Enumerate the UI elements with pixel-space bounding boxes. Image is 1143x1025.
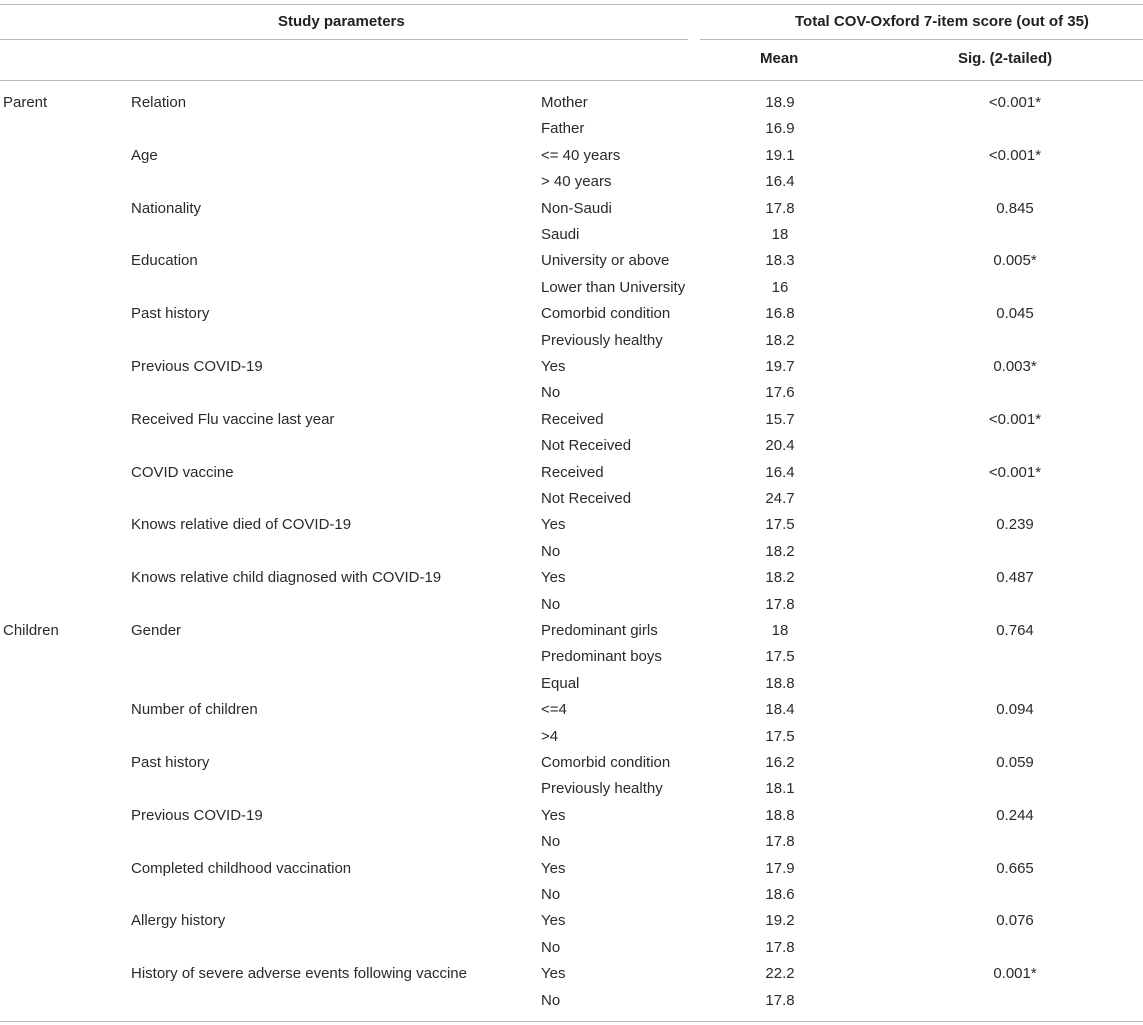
group-cell: Parent bbox=[3, 94, 48, 111]
table-row bbox=[0, 697, 1143, 723]
parameter-cell: Received Flu vaccine last year bbox=[131, 410, 335, 428]
level-cell: Yes bbox=[541, 965, 566, 983]
table-row bbox=[0, 222, 1143, 248]
level-cell: Father bbox=[541, 120, 585, 138]
table-row bbox=[0, 275, 1143, 301]
level-cell: Yes bbox=[541, 806, 566, 824]
level-cell: Equal bbox=[541, 674, 580, 692]
mean-cell: 18.8 bbox=[765, 806, 795, 824]
parameter-cell: Relation bbox=[131, 94, 187, 111]
mean-cell: 16.9 bbox=[765, 120, 795, 138]
level-cell: No bbox=[541, 542, 561, 560]
parameter-cell: Completed childhood vaccination bbox=[131, 859, 352, 877]
mean-cell: 18.6 bbox=[765, 886, 795, 903]
table-row bbox=[0, 407, 1143, 433]
parameter-cell: Previous COVID-19 bbox=[131, 358, 263, 375]
mean-cell: 17.5 bbox=[765, 727, 795, 745]
sig-cell: <0.001* bbox=[988, 410, 1042, 428]
table-row bbox=[0, 856, 1143, 882]
level-cell: > 40 years bbox=[541, 173, 612, 191]
table-row bbox=[0, 143, 1143, 169]
table-row bbox=[0, 724, 1143, 750]
level-cell: Mother bbox=[541, 94, 588, 111]
mean-cell: 16.4 bbox=[765, 463, 795, 481]
sig-cell: 0.764 bbox=[996, 622, 1034, 639]
mean-cell: 19.1 bbox=[765, 146, 795, 164]
level-cell: Comorbid condition bbox=[541, 754, 671, 771]
sig-cell: 0.094 bbox=[996, 701, 1034, 719]
level-cell: No bbox=[541, 938, 561, 956]
level-cell: Yes bbox=[541, 516, 566, 534]
mean-cell: 18.2 bbox=[765, 331, 795, 349]
table-row bbox=[0, 776, 1143, 802]
sig-cell: <0.001* bbox=[988, 146, 1042, 164]
mean-cell: 17.9 bbox=[765, 859, 795, 877]
table-row bbox=[0, 248, 1143, 274]
mean-cell: 16.8 bbox=[765, 305, 795, 323]
table-row bbox=[0, 750, 1143, 776]
parameter-cell: Allergy history bbox=[131, 912, 226, 930]
level-cell: <= 40 years bbox=[541, 146, 621, 164]
mean-cell: 18.2 bbox=[765, 569, 795, 587]
mean-cell: 20.4 bbox=[765, 437, 795, 455]
table-row bbox=[0, 592, 1143, 618]
header-bottom-rule bbox=[0, 80, 1143, 81]
level-cell: Non-Saudi bbox=[541, 199, 612, 217]
level-cell: No bbox=[541, 595, 561, 613]
sig-cell: 0.003* bbox=[993, 358, 1037, 375]
sig-cell: 0.244 bbox=[996, 806, 1034, 824]
level-cell: Predominant boys bbox=[541, 648, 662, 666]
mean-cell: 16.4 bbox=[765, 173, 795, 191]
level-cell: Not Received bbox=[541, 437, 632, 455]
parameter-cell: Gender bbox=[131, 622, 182, 639]
group-cell: Children bbox=[3, 622, 59, 639]
mean-cell: 18 bbox=[771, 622, 789, 639]
level-cell: Yes bbox=[541, 569, 566, 587]
sig-cell: 0.059 bbox=[996, 754, 1034, 771]
mean-cell: 17.8 bbox=[765, 833, 795, 851]
mean-cell: 24.7 bbox=[765, 490, 795, 507]
mean-cell: 17.5 bbox=[765, 516, 795, 534]
mean-cell: 18.1 bbox=[765, 780, 795, 798]
mean-cell: 18.4 bbox=[765, 701, 795, 719]
table-row bbox=[0, 908, 1143, 934]
parameter-cell: History of severe adverse events following vaccine bbox=[131, 965, 467, 983]
level-cell: Yes bbox=[541, 912, 566, 930]
mean-cell: 16 bbox=[771, 278, 789, 296]
header-mid-rule-right bbox=[700, 39, 1143, 40]
mean-cell: 22.2 bbox=[765, 965, 795, 983]
parameter-cell: Past history bbox=[131, 305, 210, 323]
table-row bbox=[0, 803, 1143, 829]
level-cell: No bbox=[541, 833, 561, 851]
parameter-cell: Number of children bbox=[131, 701, 258, 719]
table-row bbox=[0, 988, 1143, 1014]
table-row bbox=[0, 671, 1143, 697]
mean-cell: 19.7 bbox=[765, 358, 795, 375]
table-row bbox=[0, 618, 1143, 644]
parameter-cell: Knows relative child diagnosed with COVID-19 bbox=[131, 569, 442, 587]
table-row bbox=[0, 829, 1143, 855]
level-cell: Predominant girls bbox=[541, 622, 658, 639]
table-row bbox=[0, 169, 1143, 195]
table-row bbox=[0, 460, 1143, 486]
mean-cell: 18 bbox=[771, 226, 789, 243]
level-cell: Yes bbox=[541, 358, 566, 375]
level-cell: Comorbid condition bbox=[541, 305, 671, 323]
header-sig: Sig. (2-tailed) bbox=[958, 50, 1053, 67]
level-cell: Received bbox=[541, 463, 604, 481]
sig-cell: 0.487 bbox=[996, 569, 1034, 587]
mean-cell: 17.8 bbox=[765, 199, 795, 217]
table-row bbox=[0, 539, 1143, 565]
sig-cell: <0.001* bbox=[988, 463, 1042, 481]
level-cell: Lower than University bbox=[541, 278, 686, 296]
table-row bbox=[0, 935, 1143, 961]
mean-cell: 18.9 bbox=[765, 94, 795, 111]
sig-cell: 0.239 bbox=[996, 516, 1034, 534]
mean-cell: 17.5 bbox=[765, 648, 795, 666]
parameter-cell: Age bbox=[131, 146, 158, 164]
level-cell: University or above bbox=[541, 252, 670, 270]
table-row bbox=[0, 354, 1143, 380]
level-cell: Saudi bbox=[541, 226, 580, 243]
level-cell: Received bbox=[541, 410, 604, 428]
level-cell: <=4 bbox=[541, 701, 567, 719]
parameter-cell: Past history bbox=[131, 754, 210, 771]
level-cell: Previously healthy bbox=[541, 331, 663, 349]
table-row bbox=[0, 644, 1143, 670]
level-cell: No bbox=[541, 384, 561, 402]
parameter-cell: Knows relative died of COVID-19 bbox=[131, 516, 352, 534]
table-row bbox=[0, 961, 1143, 987]
mean-cell: 18.2 bbox=[765, 542, 795, 560]
table-row bbox=[0, 433, 1143, 459]
parameter-cell: Education bbox=[131, 252, 198, 270]
top-rule bbox=[0, 4, 1143, 5]
mean-cell: 17.6 bbox=[765, 384, 795, 402]
mean-cell: 18.3 bbox=[765, 252, 795, 270]
mean-cell: 15.7 bbox=[765, 410, 795, 428]
table-row bbox=[0, 328, 1143, 354]
table-row bbox=[0, 196, 1143, 222]
header-study-parameters: Study parameters bbox=[278, 13, 405, 30]
header-mid-rule-left bbox=[0, 39, 688, 40]
mean-cell: 19.2 bbox=[765, 912, 795, 930]
sig-cell: 0.845 bbox=[996, 199, 1034, 217]
sig-cell: <0.001* bbox=[988, 94, 1042, 111]
level-cell: >4 bbox=[541, 727, 559, 745]
table-row bbox=[0, 486, 1143, 512]
parameter-cell: Previous COVID-19 bbox=[131, 806, 263, 824]
mean-cell: 17.8 bbox=[765, 991, 795, 1009]
bottom-rule bbox=[0, 1021, 1143, 1022]
header-mean: Mean bbox=[760, 50, 799, 67]
level-cell: No bbox=[541, 886, 561, 903]
mean-cell: 17.8 bbox=[765, 938, 795, 956]
table-row bbox=[0, 512, 1143, 538]
table-row bbox=[0, 882, 1143, 908]
parameter-cell: COVID vaccine bbox=[131, 463, 234, 481]
sig-cell: 0.001* bbox=[993, 965, 1037, 983]
sig-cell: 0.005* bbox=[993, 252, 1037, 270]
table-row bbox=[0, 301, 1143, 327]
level-cell: Not Received bbox=[541, 490, 632, 507]
level-cell: No bbox=[541, 991, 561, 1009]
level-cell: Previously healthy bbox=[541, 780, 663, 798]
table-row bbox=[0, 90, 1143, 116]
sig-cell: 0.076 bbox=[996, 912, 1034, 930]
table-row bbox=[0, 380, 1143, 406]
parameter-cell: Nationality bbox=[131, 199, 202, 217]
sig-cell: 0.045 bbox=[996, 305, 1034, 323]
level-cell: Yes bbox=[541, 859, 566, 877]
table-row bbox=[0, 565, 1143, 591]
table-row bbox=[0, 116, 1143, 142]
header-score-title: Total COV-Oxford 7-item score (out of 35) bbox=[795, 13, 1089, 30]
sig-cell: 0.665 bbox=[996, 859, 1034, 877]
mean-cell: 16.2 bbox=[765, 754, 795, 771]
mean-cell: 18.8 bbox=[765, 674, 795, 692]
mean-cell: 17.8 bbox=[765, 595, 795, 613]
